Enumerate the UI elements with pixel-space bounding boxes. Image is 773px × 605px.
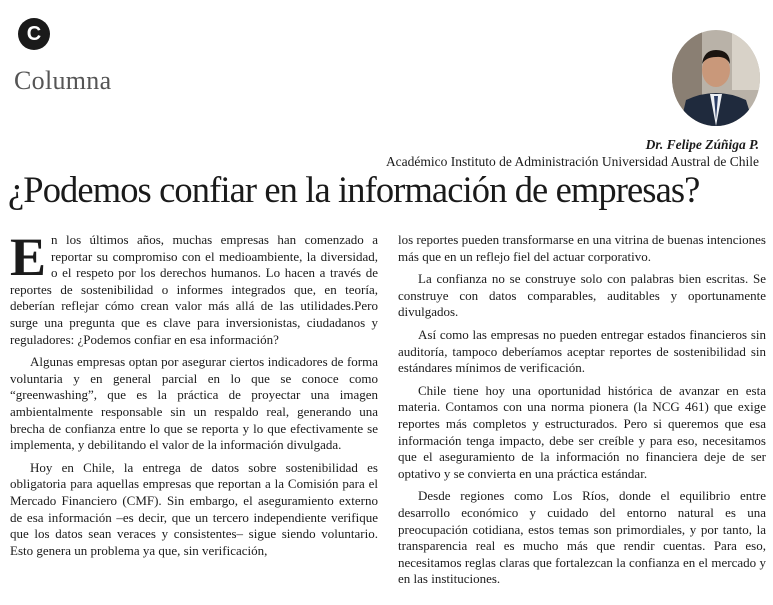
paragraph: los reportes pueden transformarse en una vitrina de buenas intenciones más que en un reflejo fiel del actuar corporativo. [398,232,766,264]
headline: ¿Podemos confiar en la información de empresas? [8,169,700,210]
article-column-2 [398,232,766,594]
paragraph: Desde regiones como Los Ríos, donde el equilibrio entre desarrollo económico y cuidado del entorno natural es una preocupación cotidiana, estos temas son primordiales, y por tanto, la transparencia real es mucho más que rendir cuentas. Para eso, necesitamos reglas claras que fortalezcan la confianza en el mercado y en las instituciones. [398,488,766,587]
author-affiliation: Académico Instituto de Administración Universidad Austral de Chile [385,154,759,169]
section-label: Columna [14,66,112,95]
article-column-1 [10,227,378,565]
author-name: Dr. Felipe Zúñiga P. [645,137,759,152]
paragraph: En los últimos años, muchas empresas han comenzado a reportar su compromiso con el medioambiente, la diversidad, o el respeto por los derechos humanos. Lo hacen a través de reportes de sostenibilidad o informes integrados que, en teoría, deberían reflejar cómo crean valor más allá de las utilidades.Pero surge una pregunta que es clave para inversionistas, ciudadanos y reguladores: ¿Podemos confiar en esa información? [10,227,378,347]
byline [386,136,759,170]
column-badge: C [18,18,50,50]
author-photo [672,30,760,126]
paragraph: Así como las empresas no pueden entregar estados financieros sin auditoría, tampoco deberíamos aceptar reportes de sostenibilidad sin estándares mínimos de verificación. [398,326,766,376]
paragraph: Hoy en Chile, la entrega de datos sobre sostenibilidad es obligatoria para aquellas empresas que reportan a la Comisión para el Mercado Financiero (CMF). Sin embargo, el aseguramiento externo de esa información –es decir, que un tercero independiente verifique que los datos sean veraces y consistentes– sigue siendo voluntario. Esto genera un problema ya que, sin verificación, [10,459,378,558]
paragraph: Algunas empresas optan por asegurar ciertos indicadores de forma voluntaria y en general parcial en lo que se conoce como “greenwashing”, que es la práctica de proyectar una imagen ambientalmente responsable sin un respaldo real, generando una brecha de confianza entre lo que se reporta y lo que efectivamente se implementa, y debilitando el valor de la información divulgada. [10,354,378,453]
paragraph: Chile tiene hoy una oportunidad histórica de avanzar en esta materia. Contamos con una norma pionera (la NCG 461) que exige reportes más completos y estructurados. Pero si queremos que esa información tenga impacto, debe ser creíble y para eso, necesitamos que el aseguramiento de la información no financiera deje de ser optativo y se convierta en una práctica estándar. [398,382,766,481]
paragraph: La confianza no se construye solo con palabras bien escritas. Se construye con datos comparables, auditables y oportunamente divulgados. [398,271,766,320]
drop-cap: E [10,227,47,287]
